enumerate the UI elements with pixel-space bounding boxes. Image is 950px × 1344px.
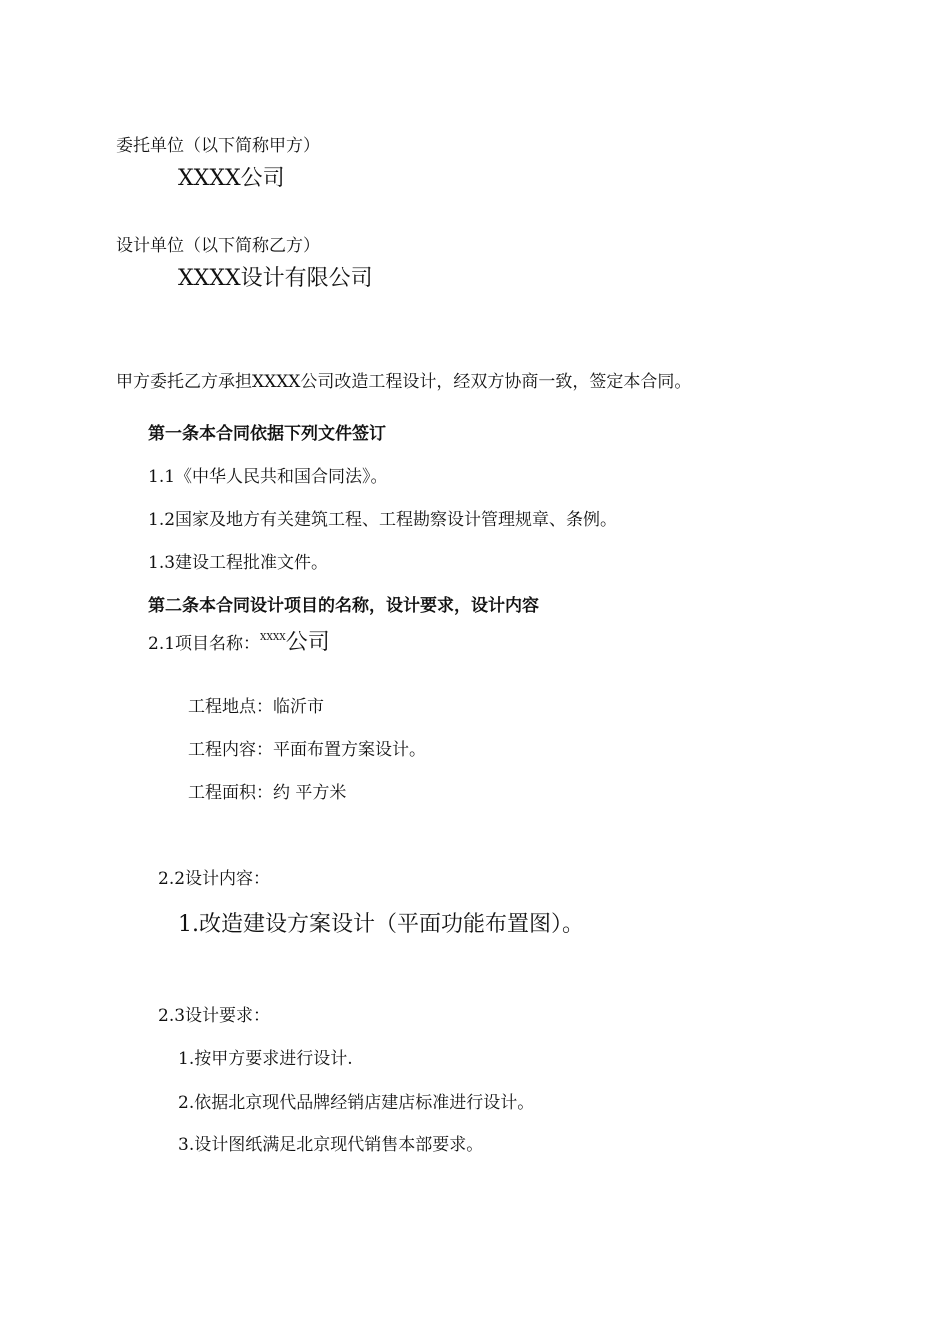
design-content-label: 2.2设计内容： [158, 869, 271, 889]
article-1-item: 1.2国家及地方有关建筑工程、工程勘察设计管理规章、条例。 [148, 510, 618, 530]
project-name-big: 公司 [285, 630, 330, 655]
party-b-name: XXXX设计有限公司 [178, 266, 373, 291]
article-1-heading: 第一条本合同依据下列文件签订 [148, 424, 386, 444]
project-name-small: XXXX [260, 633, 286, 643]
requirement-item: 1.按甲方要求进行设计. [178, 1049, 353, 1069]
article-1-item: 1.3建设工程批准文件。 [148, 553, 329, 573]
party-b-label: 设计单位（以下简称乙方） [116, 236, 320, 256]
requirement-item: 2.依据北京现代品牌经销店建店标准进行设计。 [178, 1093, 535, 1113]
article-2-heading: 第二条本合同设计项目的名称，设计要求，设计内容 [148, 596, 539, 616]
party-a-name: XXXX公司 [178, 166, 285, 191]
article-1-item: 1.1《中华人民共和国合同法》。 [148, 467, 388, 487]
party-a-label: 委托单位（以下简称甲方） [116, 136, 320, 156]
design-content-item: 1.改造建设方案设计（平面功能布置图）。 [178, 912, 584, 937]
project-area: 工程面积：约 平方米 [188, 783, 347, 803]
project-content: 工程内容：平面布置方案设计。 [188, 740, 426, 760]
project-name-line [148, 632, 330, 654]
intro-paragraph: 甲方委托乙方承担XXXX公司改造工程设计，经双方协商一致，签定本合同。 [116, 372, 692, 392]
project-name-label: 2.1项目名称： [148, 634, 261, 654]
project-location: 工程地点：临沂市 [188, 697, 324, 717]
requirements-label: 2.3设计要求： [158, 1006, 271, 1026]
requirement-item: 3.设计图纸满足北京现代销售本部要求。 [178, 1135, 484, 1155]
